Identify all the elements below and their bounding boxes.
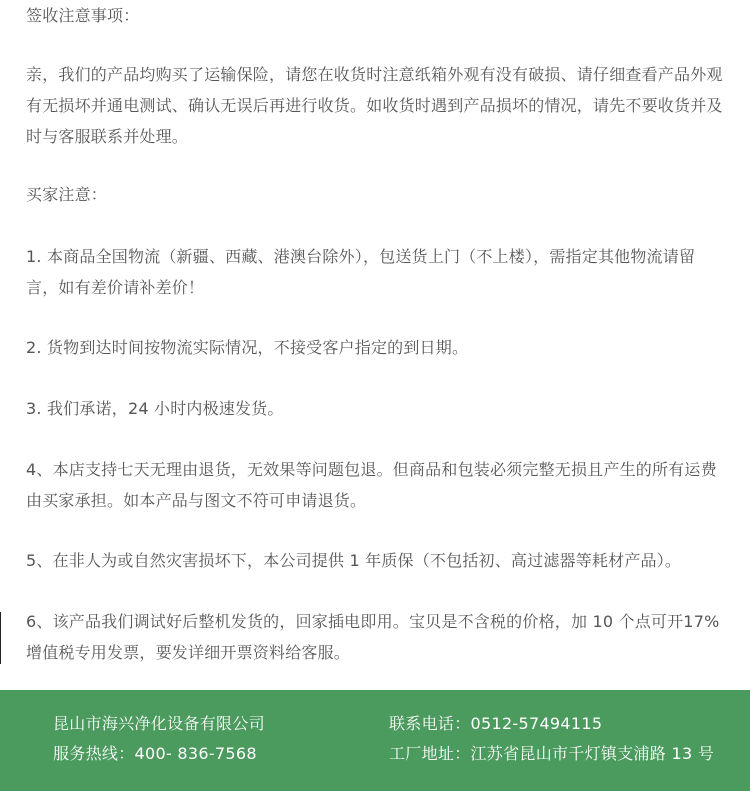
buyer-notice-item-4: 4、本店支持七天无理由退货，无效果等问题包退。但商品和包装必须完整无损且产生的所有运费由买家承担。如本产品与图文不符可申请退货。 xyxy=(26,460,717,510)
signing-notice-body: 亲，我们的产品均购买了运输保险，请您在收货时注意纸箱外观有没有破损、请仔细查看产品外观有无损坏并通电测试、确认无误后再进行收货。如收货时遇到产品损坏的情况，请先不要收货并及时与客服联系并处理。 xyxy=(26,65,723,146)
buyer-notice-title: 买家注意： xyxy=(26,185,108,204)
buyer-notice-item-5: 5、在非人为或自然灾害损坏下，本公司提供 1 年质保（不包括初、高过滤器等耗材产品）。 xyxy=(26,551,682,570)
signing-notice-title: 签收注意事项： xyxy=(26,6,140,25)
buyer-notice-item-3: 3. 我们承诺，24 小时内极速发货。 xyxy=(26,399,284,418)
buyer-notice-item-6: 6、该产品我们调试好后整机发货的，回家插电即用。宝贝是不含税的价格，加 10 个点可开17% 增值税专用发票，要发详细开票资料给客服。 xyxy=(26,612,720,662)
buyer-notice-item-1: 1. 本商品全国物流（新疆、西藏、港澳台除外），包送货上门（不上楼），需指定其他物流请留言，如有差价请补差价！ xyxy=(26,247,696,297)
footer-factory-address: 工厂地址：江苏省昆山市千灯镇支浦路 13 号 xyxy=(389,744,715,763)
footer-contact-bar xyxy=(0,690,750,791)
left-divider-line xyxy=(0,612,1,664)
footer-contact-phone: 联系电话：0512-57494115 xyxy=(389,714,603,733)
footer-service-hotline: 服务热线：400- 836-7568 xyxy=(53,744,257,763)
footer-company-name: 昆山市海兴净化设备有限公司 xyxy=(53,714,265,733)
buyer-notice-item-2: 2. 货物到达时间按物流实际情况，不接受客户指定的到日期。 xyxy=(26,338,469,357)
